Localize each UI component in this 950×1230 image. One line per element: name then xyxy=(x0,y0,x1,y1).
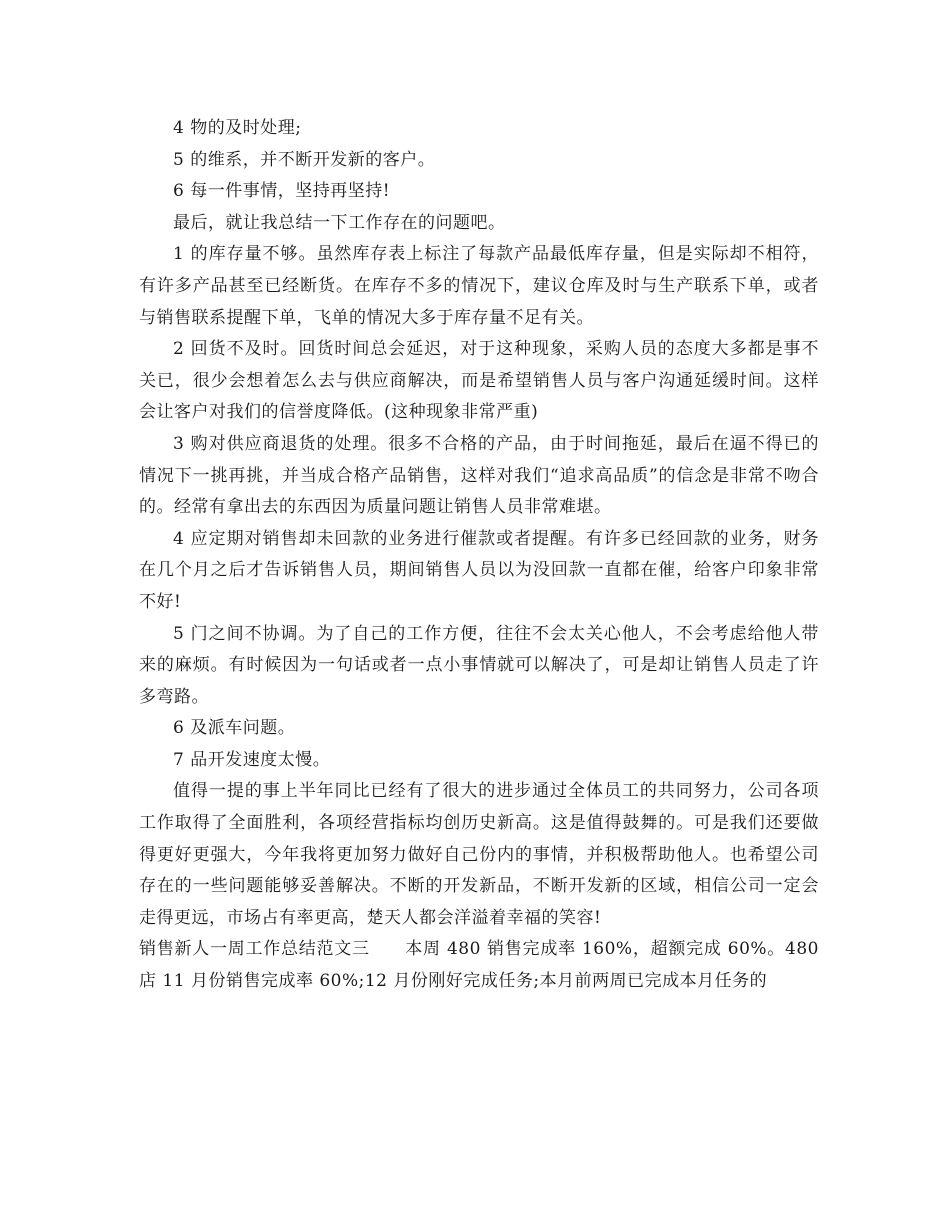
paragraph-problem-5: 5 门之间不协调。为了自己的工作方便，往往不会太关心他人，不会考虑给他人带来的麻烦。有时候因为一句话或者一点小事情就可以解决了，可是却让销售人员走了许多弯路。 xyxy=(139,623,819,707)
paragraph-conclusion: 值得一提的事上半年同比已经有了很大的进步通过全体员工的共同努力，公司各项工作取得了全面胜利，各项经营指标均创历史新高。这是值得鼓舞的。可是我们还要做得更好更强大，今年我将更加努力做好自己份内的事情，并积极帮助他人。也希望公司存在的一些问题能够妥善解决。不断的开发新品，不断开发新的区域，相信公司一定会走得更远，市场占有率更高，楚天人都会洋溢着幸福的笑容! xyxy=(139,781,819,928)
paragraph-item-6: 6 每一件事情，坚持再坚持! xyxy=(173,181,391,202)
paragraph-section-three: 销售新人一周工作总结范文三 本周 480 销售完成率 160%，超额完成 60%。480 店 11 月份销售完成率 60%;12 月份刚好完成任务;本月前两周已完成本月任务的 xyxy=(139,939,819,992)
paragraph-problem-6: 6 及派车问题。 xyxy=(173,718,296,739)
paragraph-problem-7: 7 品开发速度太慢。 xyxy=(173,749,331,770)
paragraph-item-4: 4 物的及时处理; xyxy=(173,118,302,138)
paragraph-problem-1: 1 的库存量不够。虽然库存表上标注了每款产品最低库存量，但是实际却不相符，有许多产品甚至已经断货。在库存不多的情况下，建议仓库及时与生产联系下单，或者与销售联系提醒下单，飞单的情况大多于库存量不足有关。 xyxy=(139,244,819,328)
paragraph-problems-intro: 最后，就让我总结一下工作存在的问题吧。 xyxy=(173,212,506,233)
paragraph-problem-2: 2 回货不及时。回货时间总会延迟，对于这种现象，采购人员的态度大多都是事不关已，很少会想着怎么去与供应商解决，而是希望销售人员与客户沟通延缓时间。这样会让客户对我们的信誉度降低。(这种现象非常严重) xyxy=(139,339,819,423)
paragraph-problem-3: 3 购对供应商退货的处理。很多不合格的产品，由于时间拖延，最后在逼不得已的情况下一挑再挑，并当成合格产品销售，这样对我们“追求高品质”的信念是非常不吻合的。经常有拿出去的东西因为质量问题让销售人员非常难堪。 xyxy=(139,433,819,518)
paragraph-item-5: 5 的维系，并不断开发新的客户。 xyxy=(173,149,436,170)
document-body xyxy=(139,113,819,998)
paragraph-problem-4: 4 应定期对销售却未回款的业务进行催款或者提醒。有许多已经回款的业务，财务在几个月之后才告诉销售人员，期间销售人员以为没回款一直都在催，给客户印象非常不好! xyxy=(139,528,819,612)
